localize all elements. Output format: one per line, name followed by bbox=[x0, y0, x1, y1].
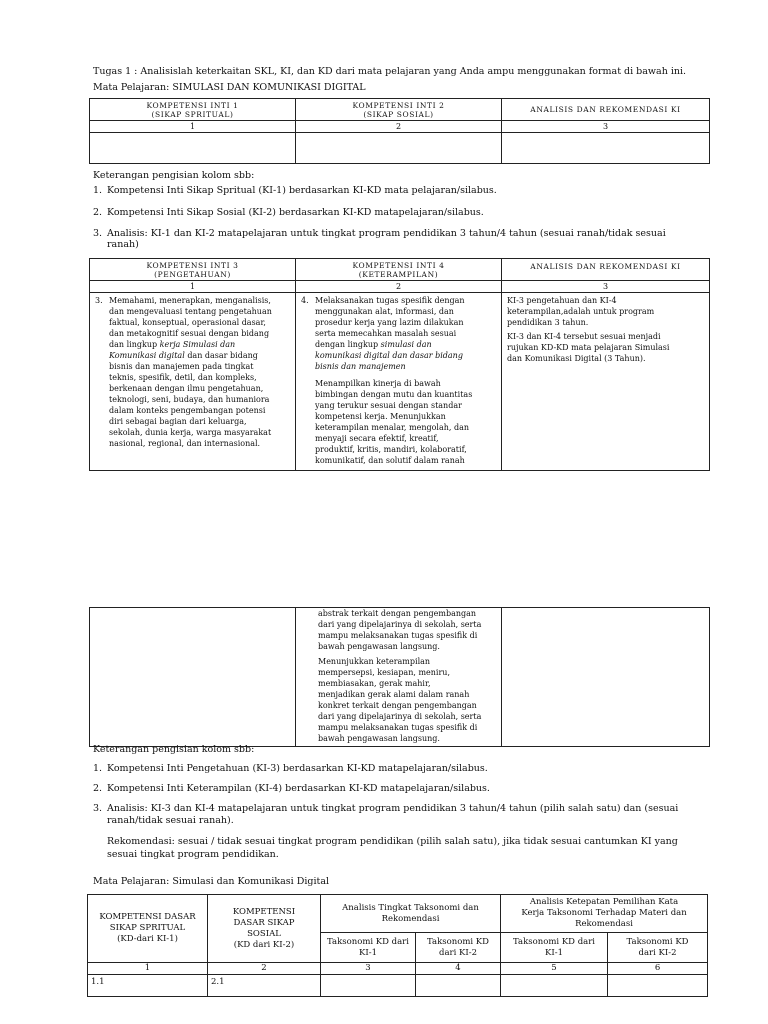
subheader-taksonomi-ki2: Taksonomi KD dari KI-2 bbox=[416, 933, 501, 963]
header-analisis-taksonomi: Analisis Tingkat Taksonomi dan Rekomendasi bbox=[321, 895, 501, 933]
cell-ki3-text: 3. Memahami, menerapkan, menganalisis, dan mengevaluasi tentang pengetahuan faktual, konseptual, operasional dasar, dan metakognitif sesuai dengan bidang dan lingkup kerja Simulasi dan Komunikasi digital dan dasar bidang bisnis dan manajemen pada tingkat teknis, spesifik, detil, dan kompleks, berkenaan dengan ilmu pengetahuan, teknologi, seni, budaya, dan humaniora dalam konteks pengembangan potensi diri sebagai bagian dari keluarga, sekolah, dunia kerja, warga masyarakat nasional, regional, dan internasional. bbox=[90, 293, 296, 471]
cell-empty bbox=[296, 133, 502, 164]
header-analisis-ketepatan: Analisis Ketepatan Pemilihan Kata Kerja Taksonomi Terhadap Materi dan Rekomendasi bbox=[501, 895, 708, 933]
header-kd-ki1: KOMPETENSI DASAR SIKAP SPRITUAL (KD-dari KI-1) bbox=[88, 895, 208, 963]
header-kd-ki2: KOMPETENSI DASAR SIKAP SOSIAL (KD dari KI-2) bbox=[208, 895, 321, 963]
col-number: 2 bbox=[296, 121, 502, 133]
cell-empty bbox=[90, 133, 296, 164]
table-ki3-ki4 bbox=[89, 258, 710, 471]
cell-kd-2-1: 2.1 bbox=[208, 975, 321, 997]
list-item-continued: ranah) bbox=[107, 239, 139, 250]
col-number: 6 bbox=[608, 963, 708, 975]
list-item: 3. Analisis: KI-3 dan KI-4 matapelajaran untuk tingkat program pendidikan 3 tahun/4 tahun (pilih salah satu) dan (sesuai bbox=[93, 803, 679, 814]
col-number: 1 bbox=[90, 121, 296, 133]
header-ki1: KOMPETENSI INTI 1 (SIKAP SPRITUAL) bbox=[90, 99, 296, 121]
col-number: 3 bbox=[502, 281, 710, 293]
cell-empty bbox=[501, 975, 608, 997]
header-analisis: ANALISIS DAN REKOMENDASI KI bbox=[502, 259, 710, 281]
cell-empty bbox=[502, 608, 710, 747]
col-number: 4 bbox=[416, 963, 501, 975]
list-item: 1. Kompetensi Inti Sikap Spritual (KI-1) berdasarkan KI-KD mata pelajaran/silabus. bbox=[93, 185, 497, 196]
col-number: 3 bbox=[321, 963, 416, 975]
list-item: 1. Kompetensi Inti Pengetahuan (KI-3) berdasarkan KI-KD matapelajaran/silabus. bbox=[93, 763, 488, 774]
task-instruction: Tugas 1 : Analisislah keterkaitan SKL, KI, dan KD dari mata pelajaran yang Anda ampu menggunakan format di bawah ini. bbox=[93, 66, 687, 77]
header-analisis: ANALISIS DAN REKOMENDASI KI bbox=[502, 99, 710, 121]
cell-ki4-text-continued: abstrak terkait dengan pengembangan dari yang dipelajarinya di sekolah, serta mampu melaksanakan tugas spesifik di bawah pengawasan langsung. Menunjukkan keterampilan mempersepsi, kesiapan, meniru, membiasakan, gerak mahir, menjadikan gerak alami dalam ranah konkret terkait dengan pengembangan dari yang dipelajarinya di sekolah, serta mampu melaksanakan tugas spesifik di bawah pengawasan langsung. bbox=[296, 608, 502, 747]
header-ki2: KOMPETENSI INTI 2 (SIKAP SOSIAL) bbox=[296, 99, 502, 121]
col-number: 2 bbox=[208, 963, 321, 975]
recommendation-note-continued: sesuai tingkat program pendidikan. bbox=[107, 849, 279, 860]
header-ki4: KOMPETENSI INTI 4 (KETERAMPILAN) bbox=[296, 259, 502, 281]
cell-empty bbox=[416, 975, 501, 997]
header-ki3: KOMPETENSI INTI 3 (PENGETAHUAN) bbox=[90, 259, 296, 281]
col-number: 1 bbox=[90, 281, 296, 293]
recommendation-note: Rekomendasi: sesuai / tidak sesuai tingkat program pendidikan (pilih salah satu), jika tidak sesuai cantumkan KI yang bbox=[107, 836, 678, 847]
subheader-ketepatan-ki2: Taksonomi KD dari KI-2 bbox=[608, 933, 708, 963]
cell-analisis-text: KI-3 pengetahuan dan KI-4 keterampilan,adalah untuk program pendidikan 3 tahun. KI-3 dan KI-4 tersebut sesuai menjadi rujukan KD-KD mata pelajaran Simulasi dan Komunikasi Digital (3 Tahun). bbox=[502, 293, 710, 471]
table-ki1-ki2 bbox=[89, 98, 710, 164]
notes-title: Keterangan pengisian kolom sbb: bbox=[93, 170, 255, 181]
list-item-continued: ranah/tidak sesuai ranah). bbox=[107, 815, 234, 826]
subject-title-2: Mata Pelajaran: Simulasi dan Komunikasi Digital bbox=[93, 876, 330, 887]
cell-empty bbox=[502, 133, 710, 164]
col-number: 5 bbox=[501, 963, 608, 975]
subheader-taksonomi-ki1: Taksonomi KD dari KI-1 bbox=[321, 933, 416, 963]
subheader-ketepatan-ki1: Taksonomi KD dari KI-1 bbox=[501, 933, 608, 963]
col-number: 3 bbox=[502, 121, 710, 133]
cell-empty bbox=[90, 608, 296, 747]
cell-ki4-text: 4. Melaksanakan tugas spesifik dengan menggunakan alat, informasi, dan prosedur kerja yang lazim dilakukan serta memecahkan masalah sesuai dengan lingkup simulasi dan komunikasi digital dan dasar bidang bisnis dan manajemen Menampilkan kinerja di bawah bimbingan dengan mutu dan kuantitas yang terukur sesuai dengan standar kompetensi kerja. Menunjukkan keterampilan menalar, mengolah, dan menyaji secara efektif, kreatif, produktif, kritis, mandiri, kolaboratif, komunikatif, dan solutif dalam ranah bbox=[296, 293, 502, 471]
col-number: 2 bbox=[296, 281, 502, 293]
list-item: 2. Kompetensi Inti Keterampilan (KI-4) berdasarkan KI-KD matapelajaran/silabus. bbox=[93, 783, 490, 794]
cell-empty bbox=[608, 975, 708, 997]
cell-kd-1-1: 1.1 bbox=[88, 975, 208, 997]
subject-title: Mata Pelajaran: SIMULASI DAN KOMUNIKASI DIGITAL bbox=[93, 82, 366, 93]
col-number: 1 bbox=[88, 963, 208, 975]
table-ki3-ki4-continued bbox=[89, 607, 710, 747]
cell-empty bbox=[321, 975, 416, 997]
notes-title: Keterangan pengisian kolom sbb: bbox=[93, 744, 255, 755]
list-item: 3. Analisis: KI-1 dan KI-2 matapelajaran untuk tingkat program pendidikan 3 tahun/4 tahun (sesuai ranah/tidak sesuai bbox=[93, 228, 666, 239]
list-item: 2. Kompetensi Inti Sikap Sosial (KI-2) berdasarkan KI-KD matapelajaran/silabus. bbox=[93, 207, 484, 218]
table-kd-analysis bbox=[87, 894, 708, 997]
